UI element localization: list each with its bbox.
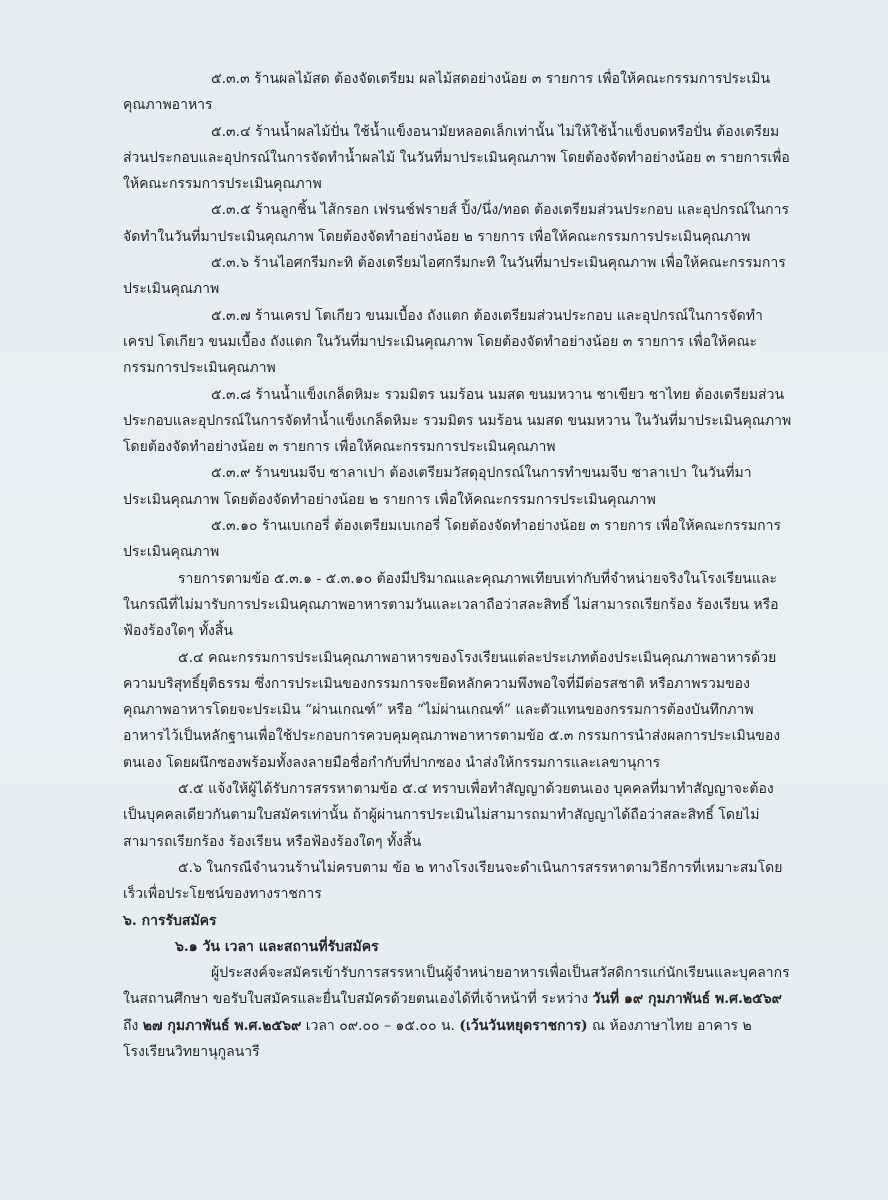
section-6-1-heading: ๖.๑ วัน เวลา และสถานที่รับสมัคร	[175, 938, 379, 955]
clause-5-3-10: ๕.๓.๑๐ ร้านเบเกอรี่ ต้องเตรียมเบเกอรี่ โดยต้องจัดทำอย่างน้อย ๓ รายการ เพื่อให้คณะกรรมการประเมินคุณภาพ	[123, 518, 782, 561]
clause-5-3-7: ๕.๓.๗ ร้านเครป โตเกียว ขนมเบื้อง ถังแตก ต้องเตรียมส่วนประกอบ และอุปกรณ์ในการจัดทำเครป โตเกียว ขนมเบื้อง ถังแตก ในวันที่มาประเมินคุณภาพ โดยต้องจัดทำอย่างน้อย ๓ รายการ เพื่อให้คณะกรรมการประเมินคุณภาพ	[123, 307, 763, 377]
section-6-1-body	[123, 960, 792, 1065]
application-text-3: เวลา ๐๙.๐๐ – ๑๕.๐๐ น.	[301, 1017, 460, 1034]
clause-5-3-3: ๕.๓.๓ ร้านผลไม้สด ต้องจัดเตรียม ผลไม้สดอย่างน้อย ๓ รายการ เพื่อให้คณะกรรมการประเมินคุณภาพอาหาร	[123, 71, 771, 114]
application-end-date: ๒๗ กุมภาพันธ์ พ.ศ.๒๕๖๙	[142, 1017, 302, 1034]
clause-5-3-5: ๕.๓.๕ ร้านลูกชิ้น ไส้กรอก เฟรนช์ฟรายส์ ปิ้ง/นึ่ง/ทอด ต้องเตรียมส่วนประกอบ และอุปกรณ์ในการจัดทำในวันที่มาประเมินคุณภาพ โดยต้องจัดทำอย่างน้อย ๒ รายการ เพื่อให้คณะกรรมการประเมินคุณภาพ	[123, 202, 790, 245]
application-text-1: ผู้ประสงค์จะสมัครเข้ารับการสรรหาเป็นผู้จำหน่ายอาหารเพื่อเป็นสวัสดิการแก่นักเรียนและบุคลากรในสถานศึกษา ขอรับใบสมัครและยื่นใบสมัครด้วยตนเองได้ที่เจ้าหน้าที่ ระหว่าง	[123, 965, 790, 1008]
application-text-4: ณ ห้องภาษาไทย อาคาร ๒ โรงเรียนวิทยานุกูลนารี	[123, 1017, 752, 1060]
clause-5-3-4: ๕.๓.๔ ร้านน้ำผลไม้ปั่น ใช้น้ำแข็งอนามัยหลอดเล็กเท่านั้น ไม่ให้ใช้น้ำแข็งบดหรือปั่น ต้องเตรียมส่วนประกอบและอุปกรณ์ในการจัดทำน้ำผลไม้ ในวันที่มาประเมินคุณภาพ โดยต้องจัดทำอย่างน้อย ๓ รายการเพื่อให้คณะกรรมการประเมินคุณภาพ	[123, 123, 790, 193]
clause-5-3-9: ๕.๓.๙ ร้านขนมจีบ ซาลาเปา ต้องเตรียมวัสดุอุปกรณ์ในการทำขนมจีบ ซาลาเปา ในวันที่มาประเมินคุณภาพ โดยต้องจัดทำอย่างน้อย ๒ รายการ เพื่อให้คณะกรรมการประเมินคุณภาพ	[123, 465, 752, 508]
clause-5-4: ๕.๔ คณะกรรมการประเมินคุณภาพอาหารของโรงเรียนแต่ละประเภทต้องประเมินคุณภาพอาหารด้วยความบริสุทธิ์ยุติธรรม ซึ่งการประเมินของกรรมการจะยึดหลักความพึงพอใจที่มีต่อรสชาติ หรือภาพรวมของคุณภาพอาหารโดยจะประเมิน “ผ่านเกณฑ์” หรือ “ไม่ผ่านเกณฑ์” และตัวแทนของกรรมการต้องบันทึกภาพอาหารไว้เป็นหลักฐานเพื่อใช้ประกอบการควบคุมคุณภาพอาหารตามข้อ ๕.๓ กรรมการนำส่งผลการประเมินของตนเอง โดยผนึกซองพร้อมทั้งลงลายมือชื่อกำกับที่ปากซอง นำส่งให้กรรมการและเลขานุการ	[123, 649, 781, 771]
application-start-date: วันที่ ๑๙ กุมภาพันธ์ พ.ศ.๒๕๖๙	[592, 991, 782, 1008]
items-note: รายการตามข้อ ๕.๓.๑ - ๕.๓.๑๐ ต้องมีปริมาณและคุณภาพเทียบเท่ากับที่จำหน่ายจริงในโรงเรียนและในกรณีที่ไม่มารับการประเมินคุณภาพอาหารตามวันและเวลาถือว่าสละสิทธิ์ ไม่สามารถเรียกร้อง ร้องเรียน หรือฟ้องร้องใดๆ ทั้งสิ้น	[123, 570, 779, 640]
clause-5-5: ๕.๕ แจ้งให้ผู้ได้รับการสรรหาตามข้อ ๕.๔ ทราบเพื่อทำสัญญาด้วยตนเอง บุคคลที่มาทำสัญญาจะต้องเป็นบุคคลเดียวกันตามใบสมัครเท่านั้น ถ้าผู้ผ่านการประเมินไม่สามารถมาทำสัญญาได้ถือว่าสละสิทธิ์ โดยไม่สามารถเรียกร้อง ร้องเรียน หรือฟ้องร้องใดๆ ทั้งสิ้น	[123, 781, 774, 850]
clause-5-3-6: ๕.๓.๖ ร้านไอศกรีมกะทิ ต้องเตรียมไอศกรีมกะทิ ในวันที่มาประเมินคุณภาพ เพื่อให้คณะกรรมการประเมินคุณภาพ	[123, 255, 786, 298]
section-6-heading: ๖. การรับสมัคร	[123, 912, 217, 929]
clause-5-6: ๕.๖ ในกรณีจำนวนร้านไม่ครบตาม ข้อ ๒ ทางโรงเรียนจะดำเนินการสรรหาตามวิธีการที่เหมาะสมโดยเร็วเพื่อประโยชน์ของทางราชการ	[123, 859, 783, 903]
application-text-2: ถึง	[123, 1017, 143, 1034]
clause-5-3-8: ๕.๓.๘ ร้านน้ำแข็งเกล็ดหิมะ รวมมิตร นมร้อน นมสด ขนมหวาน ชาเขียว ชาไทย ต้องเตรียมส่วนประกอบและอุปกรณ์ในการจัดทำน้ำแข็งเกล็ดหิมะ รวมมิตร นมร้อน นมสด ขนมหวาน ในวันที่มาประเมินคุณภาพ โดยต้องจัดทำอย่างน้อย ๓ รายการ เพื่อให้คณะกรรมการประเมินคุณภาพ	[123, 386, 792, 456]
holiday-exception: (เว้นวันหยุดราชการ)	[459, 1017, 588, 1034]
